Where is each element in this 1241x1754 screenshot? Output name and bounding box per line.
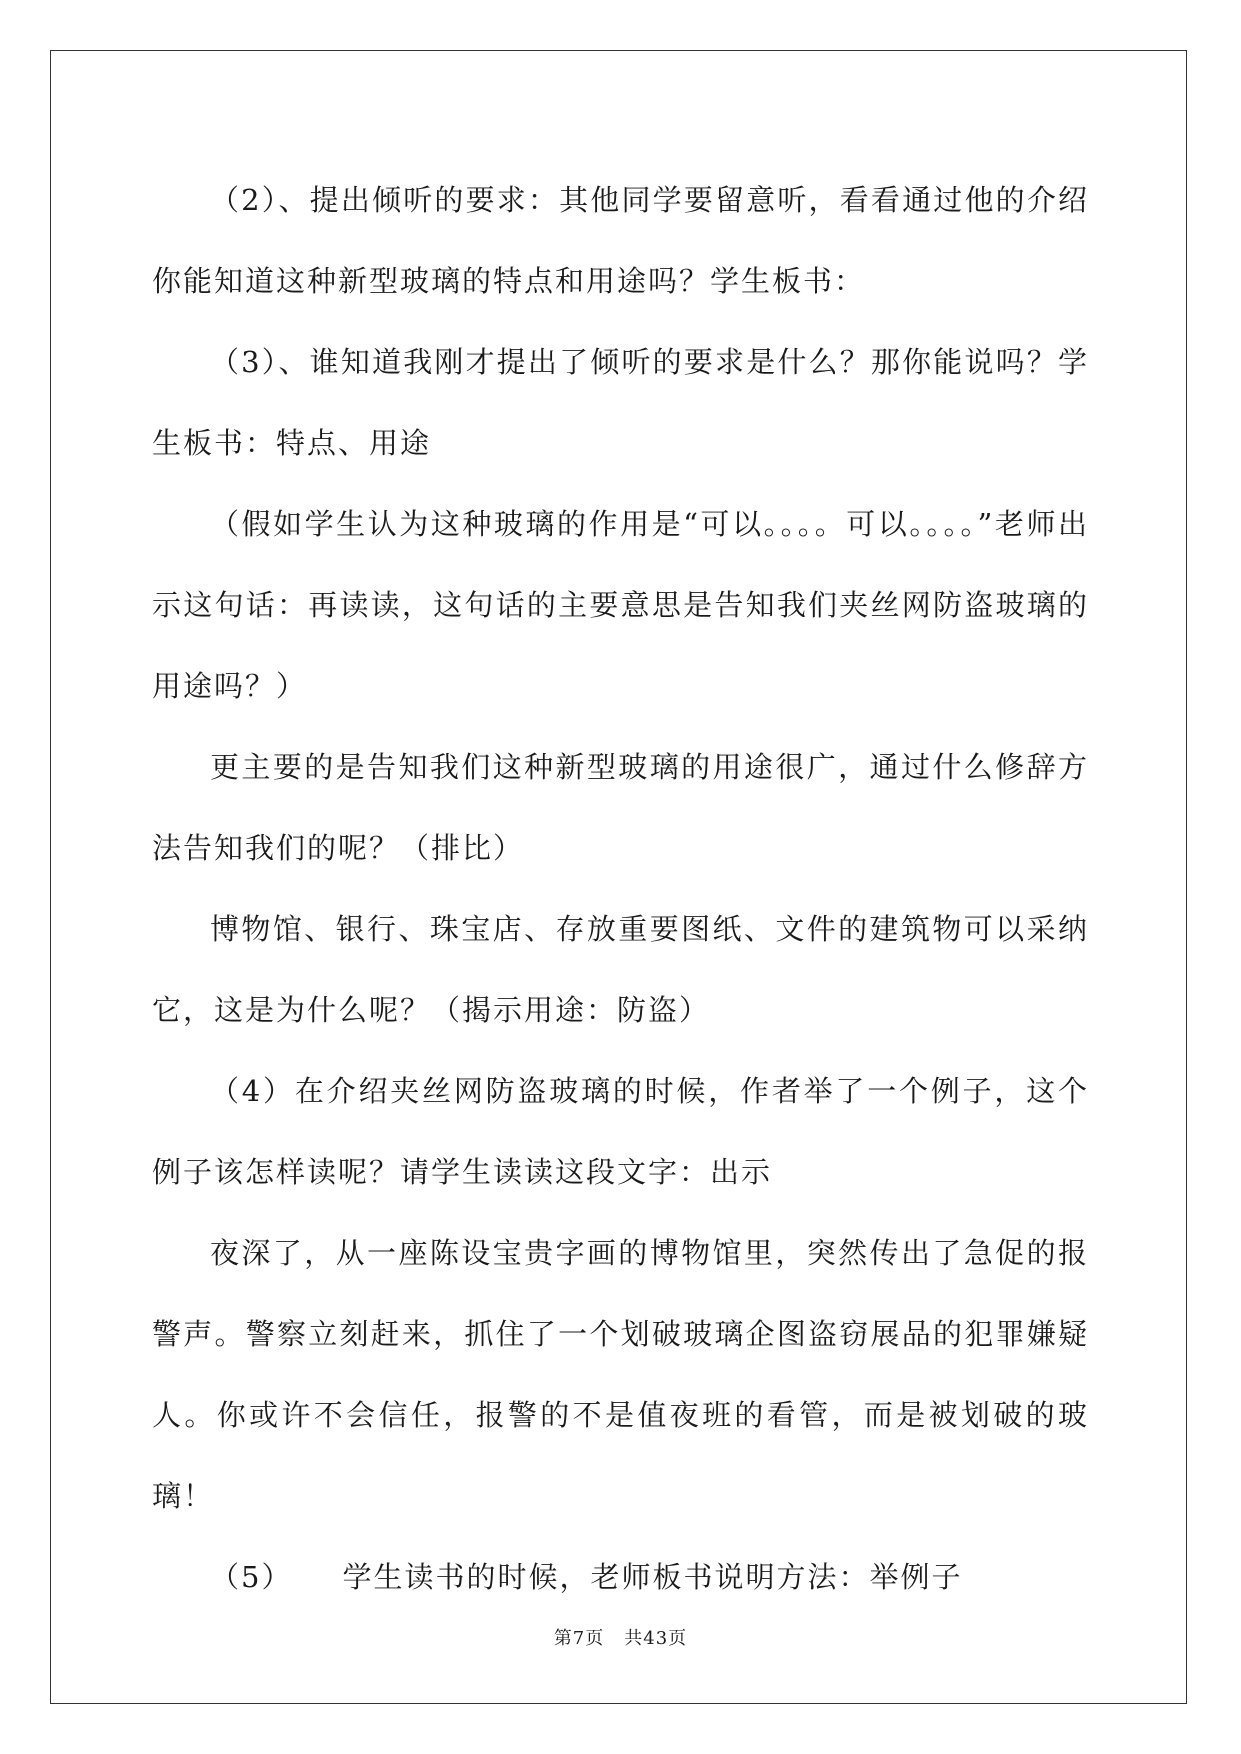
paragraph: 夜深了，从一座陈设宝贵字画的博物馆里，突然传出了急促的报警声。警察立刻赶来，抓住了一个划破玻璃企图盗窃展品的犯罪嫌疑人。你或许不会信任，报警的不是值夜班的看管，而是被划破的玻璃！ xyxy=(152,1236,1089,1513)
paragraph: （4）在介绍夹丝网防盗玻璃的时候，作者举了一个例子，这个例子该怎样读呢？请学生读读这段文字：出示 xyxy=(152,1074,1089,1189)
page-number: 第7页 xyxy=(553,1628,605,1649)
paragraph xyxy=(152,1537,1089,1618)
item-number: （5） xyxy=(210,1560,293,1594)
paragraph: （假如学生认为这种玻璃的作用是“可以。。。。可以。。。。”老师出示这句话：再读读，这句话的主要意思是告知我们夹丝网防盗玻璃的用途吗？） xyxy=(152,507,1089,703)
paragraph: 更主要的是告知我们这种新型玻璃的用途很广，通过什么修辞方法告知我们的呢？（排比） xyxy=(152,750,1089,865)
item-text: 学生读书的时候，老师板书说明方法：举例子 xyxy=(342,1560,963,1594)
page-footer xyxy=(0,1627,1241,1651)
paragraph: 博物馆、银行、珠宝店、存放重要图纸、文件的建筑物可以采纳它，这是为什么呢？（揭示用途：防盗） xyxy=(152,912,1089,1027)
paragraph: （2）、提出倾听的要求：其他同学要留意听，看看通过他的介绍你能知道这种新型玻璃的特点和用途吗？学生板书： xyxy=(152,183,1089,298)
paragraph: （3）、谁知道我刚才提出了倾听的要求是什么？那你能说吗？学生板书：特点、用途 xyxy=(152,345,1089,460)
page-total: 共43页 xyxy=(624,1628,688,1649)
document-body xyxy=(152,160,1089,1618)
